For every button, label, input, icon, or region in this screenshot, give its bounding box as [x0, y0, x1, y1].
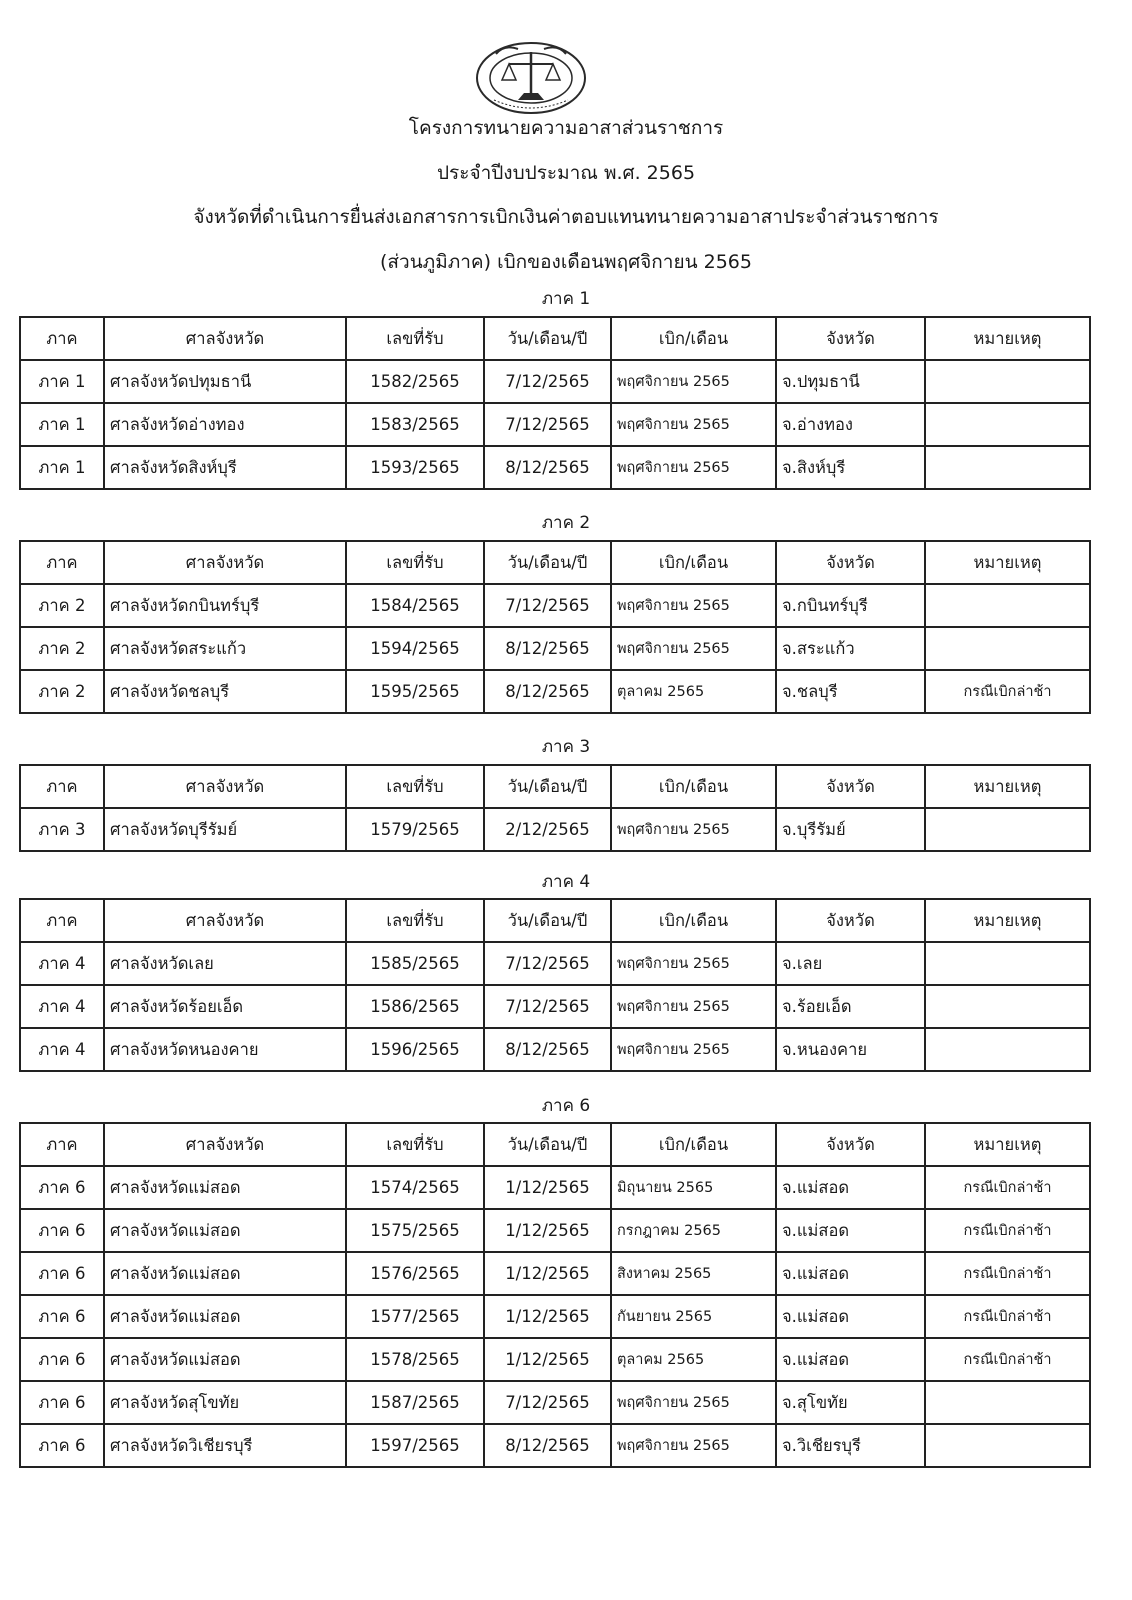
- col-header-remark: หมายเหตุ: [925, 1123, 1090, 1166]
- court-cell: ศาลจังหวัดสิงห์บุรี: [104, 446, 346, 489]
- court-emblem-logo: [474, 40, 588, 116]
- col-header-claim-month: เบิก/เดือน: [611, 765, 776, 808]
- remark-cell: [925, 1381, 1090, 1424]
- date-cell: 8/12/2565: [484, 1424, 611, 1467]
- col-header-court: ศาลจังหวัด: [104, 541, 346, 584]
- region-cell: ภาค 1: [20, 403, 104, 446]
- col-header-date: วัน/เดือน/ปี: [484, 899, 611, 942]
- remark-cell: [925, 942, 1090, 985]
- col-header-court: ศาลจังหวัด: [104, 899, 346, 942]
- region-cell: ภาค 6: [20, 1209, 104, 1252]
- court-cell: ศาลจังหวัดปทุมธานี: [104, 360, 346, 403]
- court-cell: ศาลจังหวัดแม่สอด: [104, 1209, 346, 1252]
- col-header-province: จังหวัด: [776, 317, 925, 360]
- claim-month-cell: พฤศจิกายน 2565: [611, 985, 776, 1028]
- claim-month-cell: พฤศจิกายน 2565: [611, 1424, 776, 1467]
- court-cell: ศาลจังหวัดบุรีรัมย์: [104, 808, 346, 851]
- table-row: [20, 627, 1090, 670]
- claim-month-cell: พฤศจิกายน 2565: [611, 808, 776, 851]
- col-header-date: วัน/เดือน/ปี: [484, 765, 611, 808]
- region-cell: ภาค 2: [20, 627, 104, 670]
- court-cell: ศาลจังหวัดชลบุรี: [104, 670, 346, 713]
- receipt-no-cell: 1583/2565: [346, 403, 484, 446]
- region-cell: ภาค 4: [20, 985, 104, 1028]
- remark-cell: [925, 808, 1090, 851]
- court-cell: ศาลจังหวัดวิเชียรบุรี: [104, 1424, 346, 1467]
- region-cell: ภาค 4: [20, 1028, 104, 1071]
- date-cell: 1/12/2565: [484, 1166, 611, 1209]
- col-header-province: จังหวัด: [776, 541, 925, 584]
- remark-cell: [925, 985, 1090, 1028]
- region-title: ภาค 3: [541, 737, 591, 757]
- col-header-claim-month: เบิก/เดือน: [611, 899, 776, 942]
- province-cell: จ.อ่างทอง: [776, 403, 925, 446]
- claim-month-cell: พฤศจิกายน 2565: [611, 627, 776, 670]
- region-table: [19, 1122, 1091, 1468]
- col-header-province: จังหวัด: [776, 899, 925, 942]
- claim-month-cell: พฤศจิกายน 2565: [611, 1028, 776, 1071]
- date-cell: 7/12/2565: [484, 403, 611, 446]
- table-row: [20, 1381, 1090, 1424]
- table-row: [20, 1295, 1090, 1338]
- date-cell: 7/12/2565: [484, 985, 611, 1028]
- province-cell: จ.ร้อยเอ็ด: [776, 985, 925, 1028]
- col-header-receipt-no: เลขที่รับ: [346, 541, 484, 584]
- region-cell: ภาค 2: [20, 670, 104, 713]
- table-row: [20, 360, 1090, 403]
- claim-month-cell: พฤศจิกายน 2565: [611, 942, 776, 985]
- col-header-receipt-no: เลขที่รับ: [346, 899, 484, 942]
- date-cell: 8/12/2565: [484, 627, 611, 670]
- court-cell: ศาลจังหวัดสุโขทัย: [104, 1381, 346, 1424]
- date-cell: 8/12/2565: [484, 670, 611, 713]
- remark-cell: กรณีเบิกล่าช้า: [925, 1166, 1090, 1209]
- table-row: [20, 670, 1090, 713]
- remark-cell: [925, 1424, 1090, 1467]
- remark-cell: [925, 403, 1090, 446]
- date-cell: 8/12/2565: [484, 1028, 611, 1071]
- table-row: [20, 446, 1090, 489]
- region-cell: ภาค 6: [20, 1338, 104, 1381]
- receipt-no-cell: 1597/2565: [346, 1424, 484, 1467]
- remark-cell: [925, 446, 1090, 489]
- claim-month-cell: พฤศจิกายน 2565: [611, 446, 776, 489]
- province-cell: จ.กบินทร์บุรี: [776, 584, 925, 627]
- receipt-no-cell: 1585/2565: [346, 942, 484, 985]
- region-title: ภาค 2: [541, 513, 591, 533]
- col-header-court: ศาลจังหวัด: [104, 317, 346, 360]
- court-cell: ศาลจังหวัดเลย: [104, 942, 346, 985]
- col-header-court: ศาลจังหวัด: [104, 765, 346, 808]
- col-header-region: ภาค: [20, 541, 104, 584]
- table-row: [20, 1338, 1090, 1381]
- receipt-no-cell: 1582/2565: [346, 360, 484, 403]
- court-cell: ศาลจังหวัดแม่สอด: [104, 1338, 346, 1381]
- table-row: [20, 403, 1090, 446]
- table-row: [20, 985, 1090, 1028]
- region-cell: ภาค 3: [20, 808, 104, 851]
- header-line-3: จังหวัดที่ดำเนินการยื่นส่งเอกสารการเบิกเงินค่าตอบแทนทนายความอาสาประจำส่วนราชการ: [193, 206, 939, 228]
- col-header-claim-month: เบิก/เดือน: [611, 317, 776, 360]
- col-header-receipt-no: เลขที่รับ: [346, 1123, 484, 1166]
- claim-month-cell: พฤศจิกายน 2565: [611, 360, 776, 403]
- col-header-receipt-no: เลขที่รับ: [346, 765, 484, 808]
- header-line-1: โครงการทนายความอาสาส่วนราชการ: [408, 117, 724, 139]
- region-cell: ภาค 6: [20, 1424, 104, 1467]
- col-header-region: ภาค: [20, 765, 104, 808]
- col-header-remark: หมายเหตุ: [925, 317, 1090, 360]
- header-line-2: ประจำปีงบประมาณ พ.ศ. 2565: [436, 162, 696, 184]
- table-row: [20, 1424, 1090, 1467]
- receipt-no-cell: 1595/2565: [346, 670, 484, 713]
- court-cell: ศาลจังหวัดแม่สอด: [104, 1166, 346, 1209]
- table-header-row: [20, 541, 1090, 584]
- remark-cell: กรณีเบิกล่าช้า: [925, 670, 1090, 713]
- col-header-province: จังหวัด: [776, 765, 925, 808]
- table-row: [20, 808, 1090, 851]
- region-cell: ภาค 1: [20, 360, 104, 403]
- receipt-no-cell: 1594/2565: [346, 627, 484, 670]
- date-cell: 7/12/2565: [484, 1381, 611, 1424]
- col-header-claim-month: เบิก/เดือน: [611, 541, 776, 584]
- claim-month-cell: สิงหาคม 2565: [611, 1252, 776, 1295]
- date-cell: 1/12/2565: [484, 1295, 611, 1338]
- region-title: ภาค 4: [541, 872, 591, 892]
- claim-month-cell: พฤศจิกายน 2565: [611, 403, 776, 446]
- region-cell: ภาค 2: [20, 584, 104, 627]
- col-header-receipt-no: เลขที่รับ: [346, 317, 484, 360]
- receipt-no-cell: 1575/2565: [346, 1209, 484, 1252]
- date-cell: 1/12/2565: [484, 1209, 611, 1252]
- date-cell: 2/12/2565: [484, 808, 611, 851]
- region-title: ภาค 6: [541, 1096, 591, 1116]
- claim-month-cell: พฤศจิกายน 2565: [611, 1381, 776, 1424]
- province-cell: จ.สุโขทัย: [776, 1381, 925, 1424]
- province-cell: จ.สระแก้ว: [776, 627, 925, 670]
- remark-cell: [925, 627, 1090, 670]
- col-header-remark: หมายเหตุ: [925, 541, 1090, 584]
- remark-cell: กรณีเบิกล่าช้า: [925, 1338, 1090, 1381]
- col-header-date: วัน/เดือน/ปี: [484, 317, 611, 360]
- court-cell: ศาลจังหวัดแม่สอด: [104, 1252, 346, 1295]
- claim-month-cell: กันยายน 2565: [611, 1295, 776, 1338]
- date-cell: 7/12/2565: [484, 942, 611, 985]
- province-cell: จ.ชลบุรี: [776, 670, 925, 713]
- region-cell: ภาค 6: [20, 1295, 104, 1338]
- col-header-region: ภาค: [20, 1123, 104, 1166]
- col-header-date: วัน/เดือน/ปี: [484, 541, 611, 584]
- table-row: [20, 584, 1090, 627]
- date-cell: 7/12/2565: [484, 584, 611, 627]
- province-cell: จ.แม่สอด: [776, 1209, 925, 1252]
- province-cell: จ.แม่สอด: [776, 1338, 925, 1381]
- court-cell: ศาลจังหวัดกบินทร์บุรี: [104, 584, 346, 627]
- claim-month-cell: มิถุนายน 2565: [611, 1166, 776, 1209]
- claim-month-cell: ตุลาคม 2565: [611, 670, 776, 713]
- remark-cell: กรณีเบิกล่าช้า: [925, 1252, 1090, 1295]
- province-cell: จ.เลย: [776, 942, 925, 985]
- province-cell: จ.บุรีรัมย์: [776, 808, 925, 851]
- remark-cell: [925, 1028, 1090, 1071]
- receipt-no-cell: 1586/2565: [346, 985, 484, 1028]
- col-header-province: จังหวัด: [776, 1123, 925, 1166]
- claim-month-cell: ตุลาคม 2565: [611, 1338, 776, 1381]
- province-cell: จ.ปทุมธานี: [776, 360, 925, 403]
- table-row: [20, 1252, 1090, 1295]
- region-cell: ภาค 6: [20, 1166, 104, 1209]
- receipt-no-cell: 1596/2565: [346, 1028, 484, 1071]
- claim-month-cell: กรกฎาคม 2565: [611, 1209, 776, 1252]
- date-cell: 1/12/2565: [484, 1252, 611, 1295]
- date-cell: 7/12/2565: [484, 360, 611, 403]
- province-cell: จ.แม่สอด: [776, 1166, 925, 1209]
- court-cell: ศาลจังหวัดร้อยเอ็ด: [104, 985, 346, 1028]
- region-table: [19, 540, 1091, 714]
- province-cell: จ.แม่สอด: [776, 1252, 925, 1295]
- table-header-row: [20, 899, 1090, 942]
- receipt-no-cell: 1578/2565: [346, 1338, 484, 1381]
- table-header-row: [20, 317, 1090, 360]
- table-row: [20, 1209, 1090, 1252]
- table-row: [20, 942, 1090, 985]
- province-cell: จ.สิงห์บุรี: [776, 446, 925, 489]
- remark-cell: [925, 360, 1090, 403]
- receipt-no-cell: 1584/2565: [346, 584, 484, 627]
- table-header-row: [20, 765, 1090, 808]
- receipt-no-cell: 1579/2565: [346, 808, 484, 851]
- col-header-court: ศาลจังหวัด: [104, 1123, 346, 1166]
- claim-month-cell: พฤศจิกายน 2565: [611, 584, 776, 627]
- remark-cell: กรณีเบิกล่าช้า: [925, 1295, 1090, 1338]
- region-table: [19, 764, 1091, 852]
- col-header-date: วัน/เดือน/ปี: [484, 1123, 611, 1166]
- table-row: [20, 1028, 1090, 1071]
- date-cell: 1/12/2565: [484, 1338, 611, 1381]
- table-header-row: [20, 1123, 1090, 1166]
- province-cell: จ.หนองคาย: [776, 1028, 925, 1071]
- remark-cell: [925, 584, 1090, 627]
- receipt-no-cell: 1576/2565: [346, 1252, 484, 1295]
- region-title: ภาค 1: [541, 289, 591, 309]
- region-cell: ภาค 6: [20, 1381, 104, 1424]
- region-table: [19, 898, 1091, 1072]
- receipt-no-cell: 1587/2565: [346, 1381, 484, 1424]
- region-cell: ภาค 4: [20, 942, 104, 985]
- receipt-no-cell: 1577/2565: [346, 1295, 484, 1338]
- province-cell: จ.แม่สอด: [776, 1295, 925, 1338]
- court-cell: ศาลจังหวัดอ่างทอง: [104, 403, 346, 446]
- col-header-remark: หมายเหตุ: [925, 765, 1090, 808]
- court-cell: ศาลจังหวัดแม่สอด: [104, 1295, 346, 1338]
- table-row: [20, 1166, 1090, 1209]
- col-header-region: ภาค: [20, 899, 104, 942]
- court-cell: ศาลจังหวัดหนองคาย: [104, 1028, 346, 1071]
- header-line-4: (ส่วนภูมิภาค) เบิกของเดือนพฤศจิกายน 2565: [380, 251, 752, 273]
- col-header-remark: หมายเหตุ: [925, 899, 1090, 942]
- col-header-region: ภาค: [20, 317, 104, 360]
- col-header-claim-month: เบิก/เดือน: [611, 1123, 776, 1166]
- date-cell: 8/12/2565: [484, 446, 611, 489]
- region-cell: ภาค 1: [20, 446, 104, 489]
- remark-cell: กรณีเบิกล่าช้า: [925, 1209, 1090, 1252]
- province-cell: จ.วิเชียรบุรี: [776, 1424, 925, 1467]
- receipt-no-cell: 1593/2565: [346, 446, 484, 489]
- court-cell: ศาลจังหวัดสระแก้ว: [104, 627, 346, 670]
- region-table: [19, 316, 1091, 490]
- region-cell: ภาค 6: [20, 1252, 104, 1295]
- receipt-no-cell: 1574/2565: [346, 1166, 484, 1209]
